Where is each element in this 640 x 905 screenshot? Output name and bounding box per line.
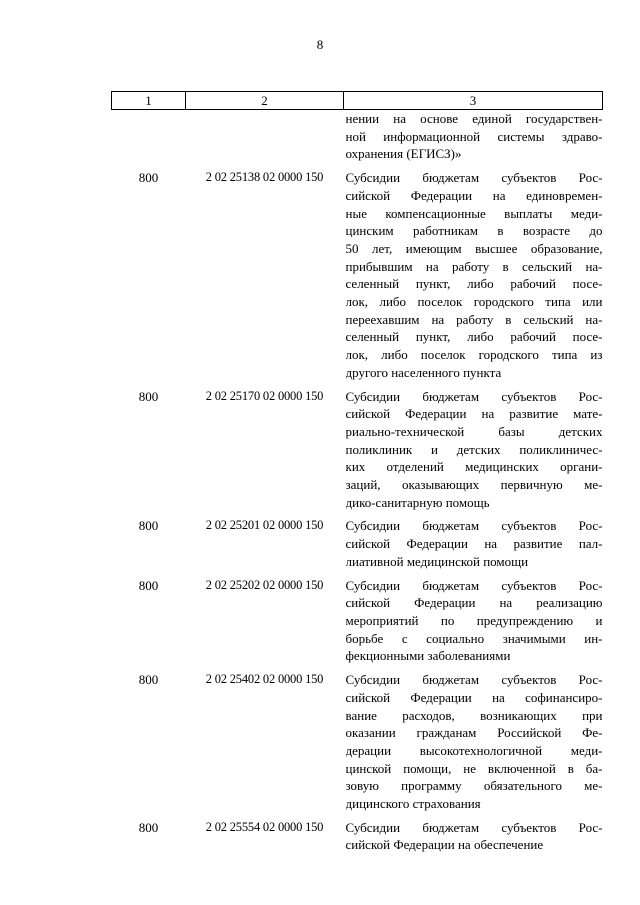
description-line: Субсидии бюджетам субъектов Рос- — [345, 518, 603, 534]
description-line: зовую программу обязательного ме- — [345, 778, 603, 794]
column-header-3: 3 — [344, 92, 603, 110]
page-number: 8 — [316, 37, 324, 52]
description-line: лок, либо поселок городского типа из — [345, 347, 603, 363]
description-line: ные компенсационные выплаты меди- — [345, 205, 603, 221]
description-line: борьбе с социально значимыми ин- — [345, 630, 603, 646]
description-line: Субсидии бюджетам субъектов Рос- — [345, 672, 603, 688]
admin-code-cell: 800 — [138, 518, 159, 534]
description-cell — [344, 819, 603, 854]
admin-code-cell: 800 — [138, 577, 159, 593]
description-line: мероприятий по предупреждению и — [345, 612, 603, 628]
description-line: вание расходов, возникающих при — [345, 707, 603, 723]
budget-classification-table — [111, 91, 603, 854]
description-line: дико-санитарную помощь — [345, 494, 490, 510]
table-row — [112, 671, 603, 813]
admin-code-cell: 800 — [138, 672, 159, 688]
description-line: оказании гражданам Российской Фе- — [345, 725, 603, 741]
table-header — [112, 92, 603, 110]
description-line: риально-технической базы детских — [345, 423, 603, 439]
description-line: заций, оказывающих первичную ме- — [345, 477, 603, 493]
admin-code-cell — [112, 110, 186, 164]
description-line: дицинского страхования — [345, 796, 481, 812]
description-line: Субсидии бюджетам субъектов Рос- — [345, 170, 603, 186]
description-line: ких отделений медицинских органи- — [345, 459, 603, 475]
description-cell — [344, 577, 603, 666]
description-line: ной информационной системы здраво- — [345, 128, 603, 144]
description-line: сийской Федерации на единовремен- — [345, 187, 603, 203]
table-row — [112, 110, 603, 164]
description-line: Субсидии бюджетам субъектов Рос- — [345, 388, 603, 404]
description-line: Субсидии бюджетам субъектов Рос- — [345, 577, 603, 593]
description-line: сийской Федерации на реализацию — [345, 595, 603, 611]
description-line: селенный пункт, либо рабочий посе- — [345, 329, 603, 345]
description-line: цинским работникам в возрасте до — [345, 223, 603, 239]
table-row — [112, 819, 603, 854]
description-line: сийской Федерации на обеспечение — [345, 837, 544, 853]
description-cell — [344, 671, 603, 813]
table-body — [112, 110, 603, 855]
description-line: поликлиник и детских поликлиничес- — [345, 441, 603, 457]
description-cell — [344, 517, 603, 570]
budget-code-cell: 2 02 25138 02 0000 150 — [205, 170, 324, 185]
budget-code-cell: 2 02 25202 02 0000 150 — [205, 577, 324, 592]
budget-code-cell: 2 02 25554 02 0000 150 — [205, 819, 324, 834]
description-line: прибывшим на работу в сельский на- — [345, 258, 603, 274]
description-line: цинской помощи, не включенной в ба- — [345, 760, 603, 776]
description-line: сийской Федерации на развитие пал- — [345, 536, 603, 552]
admin-code-cell: 800 — [138, 170, 159, 186]
description-line: Субсидии бюджетам субъектов Рос- — [345, 819, 603, 835]
description-line: селенный пункт, либо рабочий посе- — [345, 276, 603, 292]
column-header-1: 1 — [112, 92, 186, 110]
budget-code-cell: 2 02 25170 02 0000 150 — [205, 388, 324, 403]
admin-code-cell: 800 — [138, 388, 159, 404]
budget-code-cell: 2 02 25201 02 0000 150 — [205, 518, 324, 533]
description-line: другого населенного пункта — [345, 364, 502, 380]
description-cell — [344, 388, 603, 512]
admin-code-cell: 800 — [138, 819, 159, 835]
description-line: переехавшим на работу в сельский на- — [345, 311, 603, 327]
description-line: лок, либо поселок городского типа или — [345, 294, 603, 310]
description-cell — [344, 169, 603, 381]
table-row — [112, 517, 603, 570]
description-line: лиативной медицинской помощи — [345, 553, 529, 569]
column-header-2: 2 — [186, 92, 344, 110]
description-line: сийской Федерации на софинансиро- — [345, 689, 603, 705]
description-line: фекционными заболеваниями — [345, 648, 511, 664]
description-line: 50 лет, имеющим высшее образование, — [345, 240, 603, 256]
description-cell — [344, 110, 603, 164]
description-line: дерации высокотехнологичной меди- — [345, 742, 603, 758]
budget-code-cell — [186, 110, 344, 164]
description-line: сийской Федерации на развитие мате- — [345, 406, 603, 422]
budget-code-cell: 2 02 25402 02 0000 150 — [205, 672, 324, 687]
description-line: нении на основе единой государствен- — [345, 111, 603, 126]
table-row — [112, 388, 603, 512]
description-line: охранения (ЕГИСЗ)» — [345, 146, 462, 162]
table-row — [112, 169, 603, 381]
table-row — [112, 577, 603, 666]
